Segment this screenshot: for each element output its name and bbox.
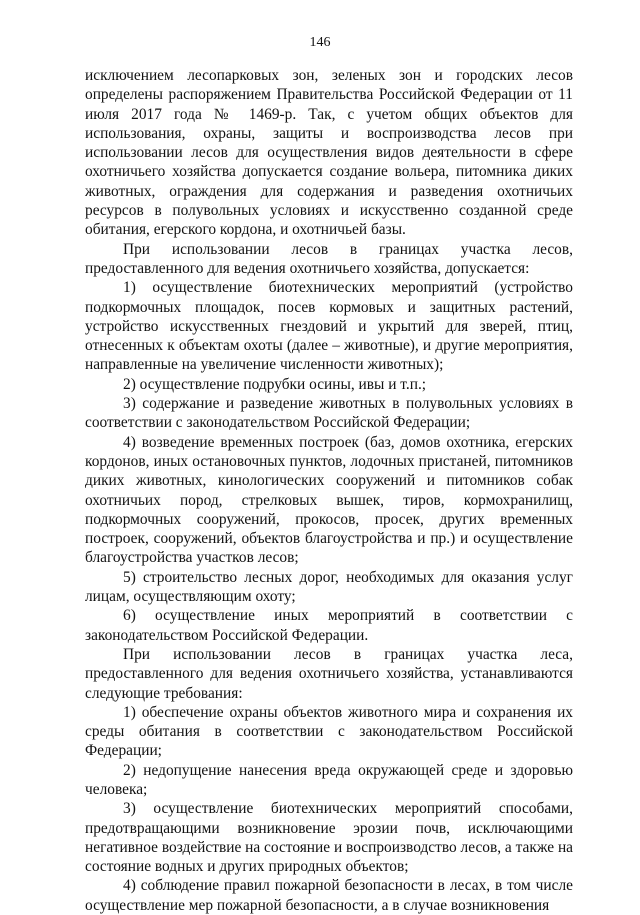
- page-number: 146: [309, 35, 331, 50]
- list-item: 4) соблюдение правил пожарной безопасности в лесах, в том числе осуществление мер пожарной безопасности, а в случае возникновения: [85, 877, 573, 914]
- body-text: [85, 66, 573, 915]
- list-item: 5) строительство лесных дорог, необходимых для оказания услуг лицам, осуществляющим охоту;: [85, 568, 573, 606]
- paragraph: При использовании лесов в границах участка лесов, предоставленного для ведения охотничьего хозяйства, допускается:: [85, 240, 573, 277]
- list-item: 2) недопущение нанесения вреда окружающей среде и здоровью человека;: [85, 761, 573, 798]
- list-item: 1) обеспечение охраны объектов животного мира и сохранения их среды обитания в соответствии с законодательством Российской Федерации;: [85, 703, 573, 760]
- list-item: 3) осуществление биотехнических мероприятий способами, предотвращающими возникновение эрозии почв, исключающими негативное воздействие на состояние и воспроизводство лесов, а также на состояние водных и других природных объектов;: [85, 800, 574, 876]
- paragraph: исключением лесопарковых зон, зеленых зон и городских лесов определены распоряжением Правительства Российской Федерации от 11 июля 2017 года № 1469-р. Так, с учетом общих объектов для использования, охраны, защиты и воспроизводства лесов при использовании лесов для осуществления видов деятельности в сфере охотничьего хозяйства допускается создание вольера, питомника диких животных, ограждения для содержания и разведения охотничьих ресурсов в полувольных условиях и искусственно созданной среде обитания, егерского кордона, и охотничьей базы.: [85, 67, 573, 239]
- list-item: 4) возведение временных построек (баз, домов охотника, егерских кордонов, иных остановочных пунктов, лодочных пристаней, питомников диких животных, кинологических сооружений и питомников собак охотничьих пород, стрелковых вышек, тиров, кормохранилищ, подкормочных сооружений, прокосов, просек, других временных построек, сооружений, объектов благоустройства и пр.) и осуществление благоустройства участков лесов;: [85, 433, 573, 567]
- paragraph: При использовании лесов в границах участка леса, предоставленного для ведения охотничьего хозяйства, устанавливаются следующие требования:: [85, 645, 573, 702]
- list-item: 1) осуществление биотехнических мероприятий (устройство подкормочных площадок, посев кормовых и защитных растений, устройство искусственных гнездовий и укрытий для зверей, птиц, отнесенных к объектам охоты (далее – животные), и другие мероприятия, направленные на увеличение численности животных);: [85, 279, 573, 374]
- list-item: 2) осуществление подрубки осины, ивы и т.п.;: [123, 375, 427, 393]
- list-item: 3) содержание и разведение животных в полувольных условиях в соответствии с законодательством Российской Федерации;: [85, 395, 573, 432]
- list-item: 6) осуществление иных мероприятий в соответствии с законодательством Российской Федерации.: [85, 607, 573, 644]
